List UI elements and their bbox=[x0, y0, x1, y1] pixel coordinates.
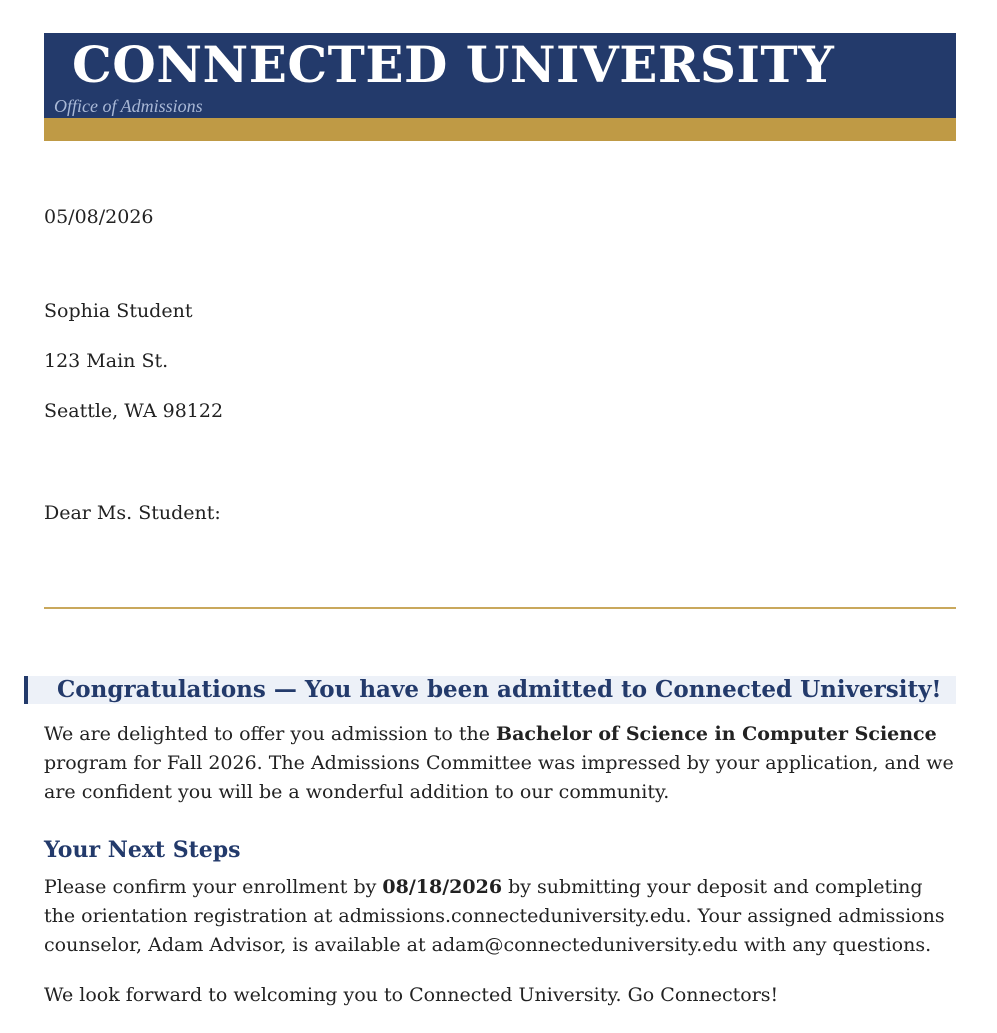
admission-text-end: program for Fall 2026. The Admissions Committee was impressed by your application, and we are confident you will be a wonderful addition to our community. bbox=[44, 752, 954, 803]
university-name: CONNECTED UNIVERSITY bbox=[72, 35, 835, 94]
closing-line: We look forward to welcoming you to Connected University. Go Connectors! bbox=[44, 984, 779, 1006]
congrats-heading: Congratulations — You have been admitted to Connected University! bbox=[57, 676, 942, 703]
heading-accent-bar bbox=[24, 676, 28, 704]
next-steps-heading: Your Next Steps bbox=[44, 837, 241, 863]
recipient-name: Sophia Student bbox=[44, 300, 193, 322]
divider bbox=[44, 607, 956, 609]
congrats-heading-block bbox=[24, 676, 956, 704]
admission-paragraph bbox=[44, 720, 959, 807]
next-steps-text-start: Please confirm your enrollment by bbox=[44, 876, 383, 898]
office-name: Office of Admissions bbox=[54, 96, 203, 116]
admission-text-start: We are delighted to offer you admission to the bbox=[44, 723, 497, 745]
letter-date: 05/08/2026 bbox=[44, 206, 154, 228]
letterhead-gold-bar bbox=[44, 118, 956, 141]
letterhead-banner bbox=[44, 33, 956, 118]
address-line-2: Seattle, WA 98122 bbox=[44, 400, 224, 422]
address-line-1: 123 Main St. bbox=[44, 350, 169, 372]
enrollment-deadline: 08/18/2026 bbox=[382, 876, 503, 898]
next-steps-paragraph bbox=[44, 873, 959, 960]
program-name: Bachelor of Science in Computer Science bbox=[496, 723, 937, 745]
next-steps-text-end: by submitting your deposit and completing the orientation registration at admissions.connecteduniversity.edu. Your assigned admissions counselor, Adam Advisor, is available at adam@connecteduniversity.edu with any questions. bbox=[44, 876, 945, 956]
salutation: Dear Ms. Student: bbox=[44, 502, 221, 524]
